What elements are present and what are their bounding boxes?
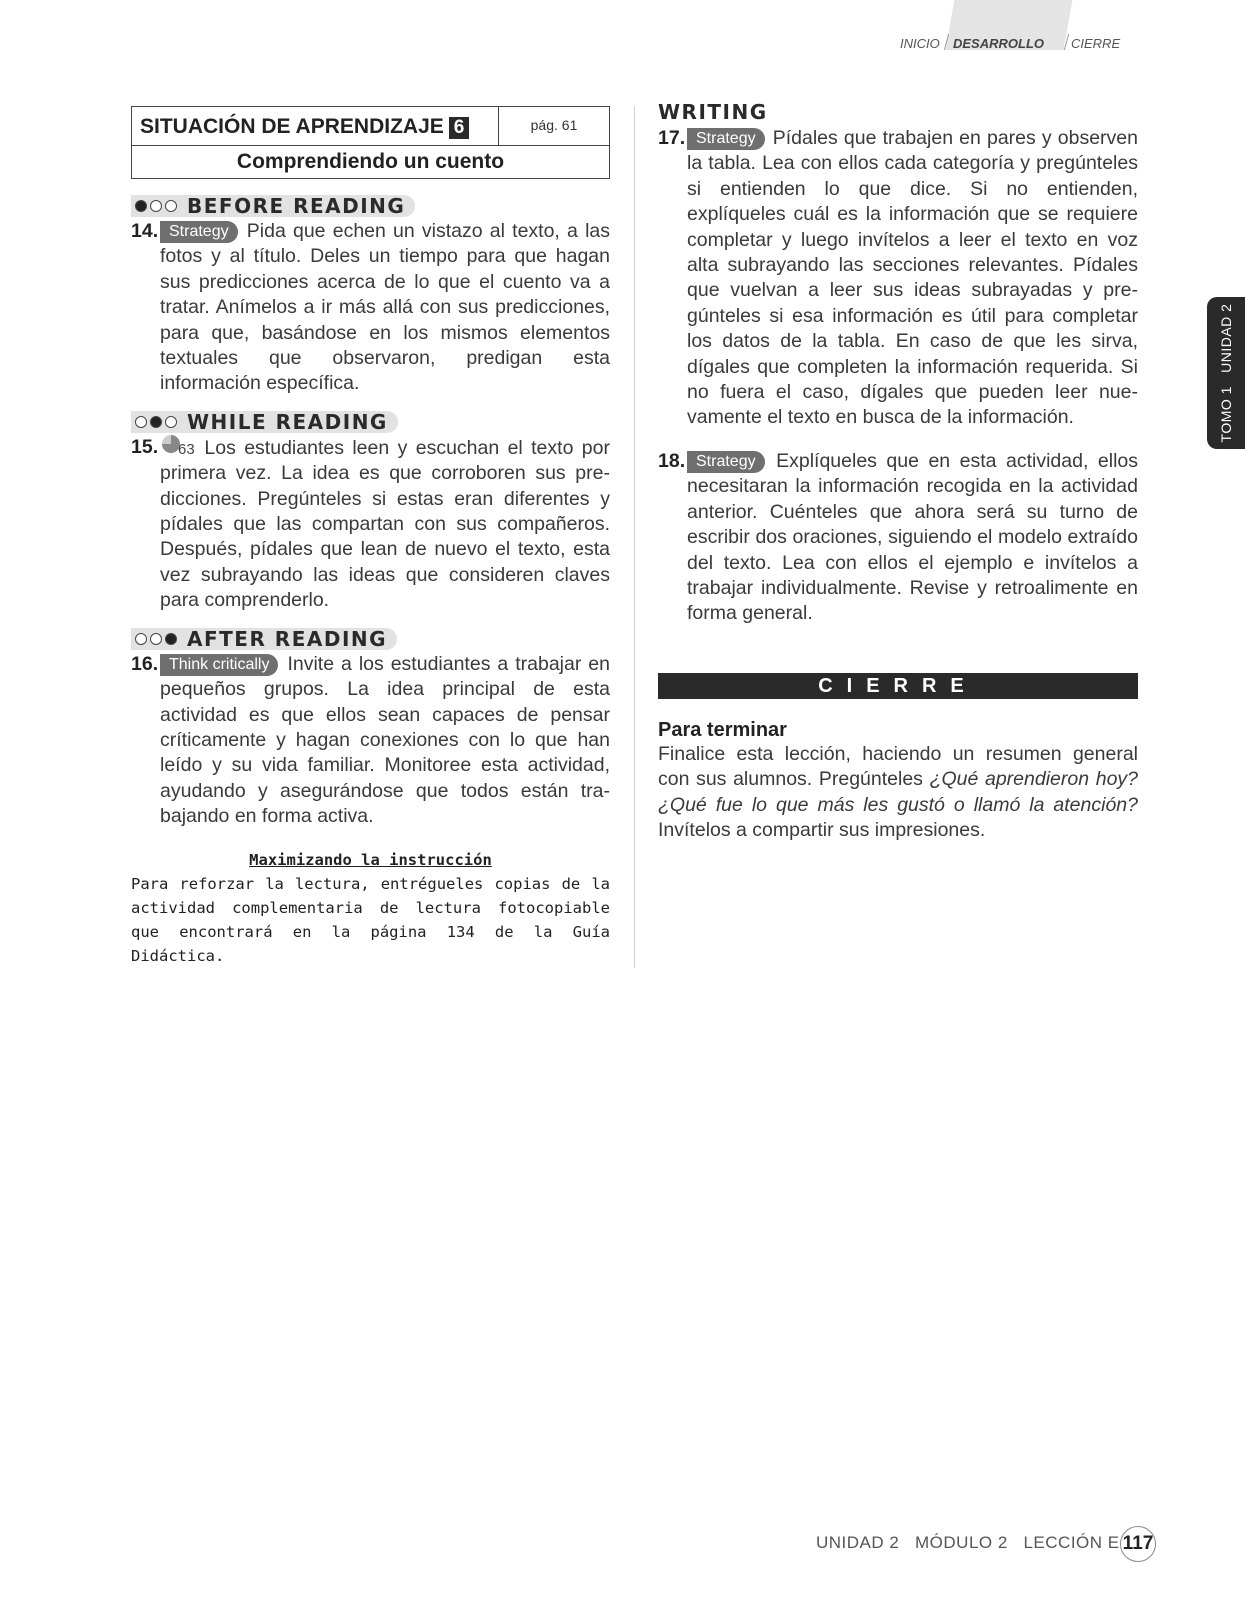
dot-empty-icon	[165, 416, 177, 428]
column-divider	[634, 106, 635, 968]
audio-track-number: 63	[178, 440, 195, 458]
situacion-page: pág. 61	[530, 117, 578, 133]
dot-filled-icon	[135, 200, 147, 212]
item-text: Los estudiantes leen y escuchan el texto por primera vez. La idea es que corroboren sus predicciones. Pregúnteles si estas eran diferentes y pídales que las compartan con sus compañeros. Después, pídales que lean de nuevo el texto, esta vez subrayando las ideas que consideren claves para comprenderlo.	[160, 436, 610, 612]
progress-dots	[135, 416, 177, 428]
after-reading-title: AFTER READING	[187, 626, 388, 651]
progress-dots	[135, 633, 177, 645]
dot-filled-icon	[165, 633, 177, 645]
item-number: 17.	[658, 127, 686, 149]
think-critically-badge: Think critically	[160, 654, 278, 676]
writing-title: WRITING	[658, 100, 768, 124]
left-column	[131, 106, 610, 968]
item-16	[131, 652, 610, 830]
audio-cd-icon	[160, 435, 196, 457]
item-text: Explíqueles que en esta actividad, ellos necesitaran la información recogida en la actividad anterior. Cuénteles que ahora será su turno de escribir dos oraciones, siguiendo el modelo extraído del texto. Lea con ellos el ejemplo e invítelos a trabajar individualmente. Revise y retroalimente en forma general.	[687, 449, 1138, 625]
side-tab-label: TOMO 1 UNIDAD 2	[1218, 303, 1234, 443]
dot-empty-icon	[135, 416, 147, 428]
situacion-title-cell	[132, 107, 499, 145]
maximizando-title: Maximizando la instrucción	[249, 850, 492, 869]
cierre-text-end: Invítelos a compartir sus impresiones.	[658, 818, 986, 841]
dot-empty-icon	[150, 633, 162, 645]
dot-empty-icon	[165, 200, 177, 212]
dot-filled-icon	[150, 416, 162, 428]
item-text: Invite a los estudiantes a trabajar en pequeños grupos. La idea principal de esta actividad es que ellos sean capaces de pensar críticamente y hagan conexiones con lo que han leído y su vida familiar. Monitoree esta actividad, ayudando y asegurándose que todos están trabajando en forma activa.	[160, 652, 610, 828]
maximizando-text: Para reforzar la lectura, entrégueles copias de la actividad complementaria de lectura fotocopiable que encontrará en la página 134 de la Guía Didáctica.	[131, 874, 610, 965]
cierre-paragraph	[658, 742, 1138, 844]
situacion-number: 6	[449, 117, 470, 139]
cierre-bar: CIERRE	[658, 673, 1138, 699]
item-18	[658, 449, 1138, 627]
after-reading-header	[131, 628, 397, 650]
item-14	[131, 219, 610, 397]
strategy-badge: Strategy	[687, 451, 765, 473]
dot-empty-icon	[150, 200, 162, 212]
item-text: Pídales que trabajen en pares y observen la tabla. Lea con ellos cada categoría y pregúnteles si entienden lo que dice. Si no entienden, explíqueles cuál es la información que se requiere completar y luego invítelos a leer el texto en voz alta subrayando las secciones relevantes. Pídales que vuelvan a leer sus ideas subrayadas y pregúnteles si esa información es útil para completar los datos de la tabla. En caso de que les sirva, dígales que completen la información requerida. Si no fuera el caso, dígales que pueden leer nuevamente el texto en busca de la información.	[687, 127, 1138, 429]
cierre-text-start: Finalice esta lección, haciendo un resumen general con sus alumnos. Pregúnteles	[658, 742, 1138, 791]
while-reading-title: WHILE READING	[187, 409, 388, 434]
footer-breadcrumb: UNIDAD 2 MÓDULO 2 LECCIÓN E	[816, 1533, 1120, 1552]
item-17	[658, 126, 1138, 431]
before-reading-header	[131, 195, 415, 217]
section-nav	[900, 0, 1160, 60]
nav-inicio: INICIO	[900, 36, 940, 51]
item-text: Pida que echen un vistazo al texto, a las fotos y al título. Deles un tiempo para que hagan sus predicciones acerca de lo que el cuento va a tratar. Anímelos a ir más allá con sus predicciones, para que, basándose en los mismos elementos textuales que observaron, predigan esta información específica.	[160, 220, 610, 395]
page-number: 117	[1120, 1526, 1156, 1562]
situacion-box	[131, 106, 610, 179]
before-reading-title: BEFORE READING	[187, 194, 406, 218]
para-terminar-heading: Para terminar	[658, 718, 787, 741]
side-tab	[1207, 297, 1245, 449]
situacion-title: SITUACIÓN DE APRENDIZAJE	[140, 115, 444, 138]
item-number: 15.	[131, 435, 159, 458]
item-number: 16.	[131, 652, 159, 675]
maximizando-box	[131, 848, 610, 968]
situacion-subtitle: Comprendiendo un cuento	[236, 150, 505, 173]
nav-cierre: CIERRE	[1071, 36, 1121, 51]
dot-empty-icon	[135, 633, 147, 645]
strategy-badge: Strategy	[160, 221, 238, 243]
right-column	[658, 100, 1138, 843]
cierre-questions: ¿Qué aprendieron hoy? ¿Qué fue lo que más les gustó o llamó la atención?	[658, 768, 1139, 816]
strategy-badge: Strategy	[687, 128, 765, 150]
progress-dots	[135, 200, 177, 212]
nav-desarrollo: DESARROLLO	[953, 36, 1044, 51]
item-number: 18.	[658, 449, 686, 472]
item-15	[131, 435, 610, 614]
while-reading-header	[131, 411, 398, 433]
item-number: 14.	[131, 220, 159, 242]
